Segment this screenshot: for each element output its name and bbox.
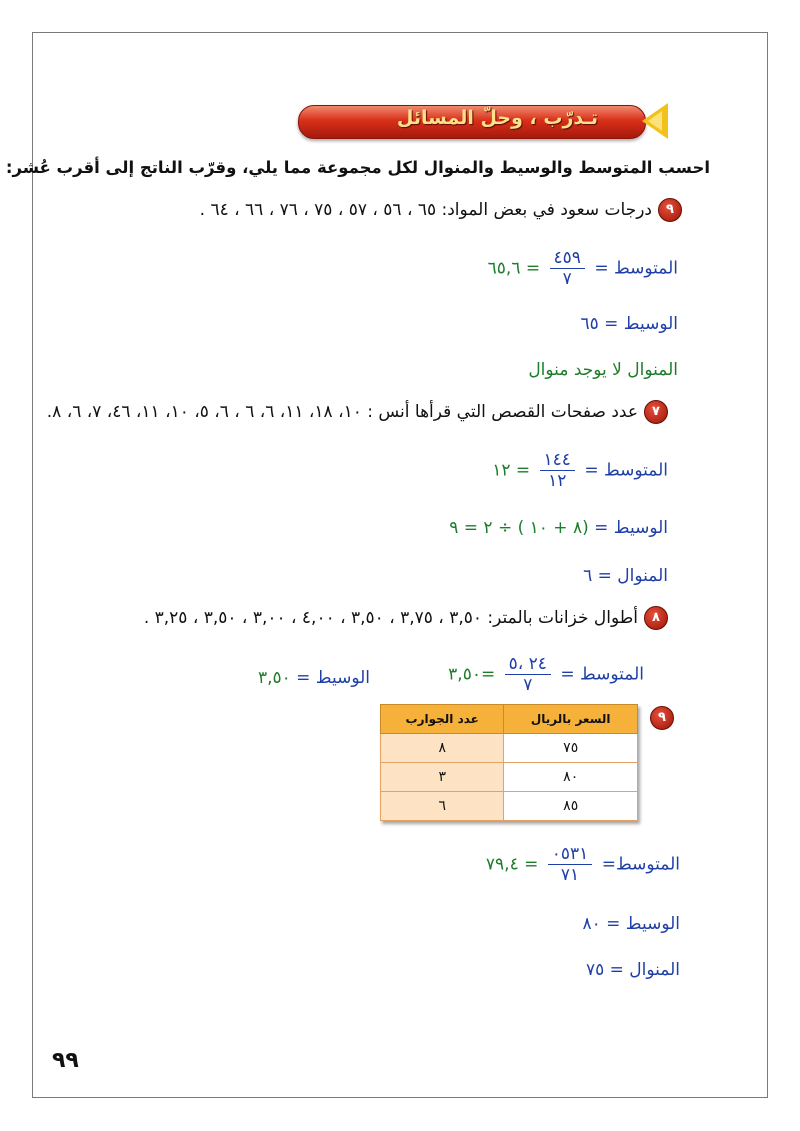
mean-fraction (540, 450, 575, 491)
fraction-numerator: ٤٥٩ (550, 248, 585, 269)
mean-fraction (548, 844, 593, 885)
table-cell: ٨٠ (504, 763, 638, 792)
page-number: ٩٩ (52, 1048, 79, 1073)
question-4 (644, 706, 674, 730)
table-header: عدد الجوارب (381, 705, 504, 734)
table-row (381, 792, 638, 821)
instruction-text: احسب المتوسط والوسيط والمنوال لكل مجموعة مما يلي، وقرّب الناتج إلى أقرب عُشر: (5, 158, 710, 177)
mean-fraction (505, 654, 551, 695)
q4-mode: المنوال = ٧٥ (585, 960, 680, 980)
q2-mode: المنوال = ٦ (583, 566, 668, 586)
question-number-badge: ٩ (650, 706, 674, 730)
median-label: الوسيط = (296, 668, 370, 688)
fraction-numerator: ٢٤ ،٥ (505, 654, 551, 675)
table-cell: ٨٥ (504, 792, 638, 821)
q3-mean (448, 654, 644, 695)
q1-mean (488, 248, 678, 289)
mean-label: المتوسط= (601, 854, 680, 875)
q3-median (258, 668, 370, 688)
q2-median (449, 518, 668, 538)
question-3-text: أطوال خزانات بالمتر: ٣,٥٠ ، ٣,٧٥ ، ٣,٥٠ ، ٤,٠٠ ، ٣,٠٠ ، ٣,٥٠ ، ٣,٢٥ . (143, 608, 638, 628)
mean-result: = ٧٩,٤ (485, 854, 539, 875)
table-row (381, 763, 638, 792)
question-1 (200, 198, 682, 222)
q4-mean (486, 844, 680, 885)
table-cell: ٨ (381, 734, 504, 763)
mean-result: = ١٢ (492, 460, 531, 481)
fraction-denominator: ١٢ (548, 471, 567, 491)
median-label: الوسيط = (594, 518, 668, 538)
median-value: ٣,٥٠ (257, 668, 291, 688)
mean-result: =٣,٥٠ (448, 664, 496, 685)
table-cell: ٧٥ (504, 734, 638, 763)
question-number-badge: ٩ (658, 198, 682, 222)
mean-label: المتوسط = (560, 664, 644, 685)
q1-mode: المنوال لا يوجد منوال (528, 360, 678, 380)
question-2-text: عدد صفحات القصص التي قرأها أنس : ١٠، ١٨، ١١، ٦، ٦ ، ٦، ٥، ١٠، ١١، ٤٦، ٧، ٦، ٨. (46, 402, 638, 422)
median-text: الوسيط = ٦٥ (580, 314, 678, 334)
price-table (380, 704, 638, 821)
table-header-row (381, 705, 638, 734)
fraction-numerator: ١٤٤ (540, 450, 575, 471)
question-number-badge: ٧ (644, 400, 668, 424)
fraction-denominator: ٧١ (560, 865, 580, 885)
mean-label: المتوسط = (594, 258, 678, 279)
question-1-text: درجات سعود في بعض المواد: ٦٥ ، ٥٦ ، ٥٧ ، ٧٥ ، ٧٦ ، ٦٦ ، ٦٤ . (199, 200, 652, 220)
table-cell: ٦ (381, 792, 504, 821)
fraction-numerator: ٠٥٣١ (548, 844, 593, 865)
question-2 (47, 400, 668, 424)
section-banner (296, 103, 668, 139)
q4-median: الوسيط = ٨٠ (582, 914, 680, 934)
q1-median (580, 314, 678, 334)
median-value: (٨ + ١٠ ) ÷ ٢ = ٩ (449, 518, 589, 538)
table-row (381, 734, 638, 763)
table-header: السعر بالريال (504, 705, 638, 734)
question-number-badge: ٨ (644, 606, 668, 630)
q2-mean (492, 450, 668, 491)
arrow-highlight-icon (648, 111, 662, 131)
fraction-denominator: ٧ (562, 269, 572, 289)
mean-fraction (550, 248, 585, 289)
banner-title: تـدرّب ، وحلّ المسائل (396, 107, 598, 129)
page-frame (32, 32, 768, 1098)
question-3 (144, 606, 668, 630)
table-cell: ٣ (381, 763, 504, 792)
mean-label: المتوسط = (584, 460, 668, 481)
mean-result: = ٦٥,٦ (487, 258, 541, 279)
fraction-denominator: ٧ (523, 675, 533, 695)
